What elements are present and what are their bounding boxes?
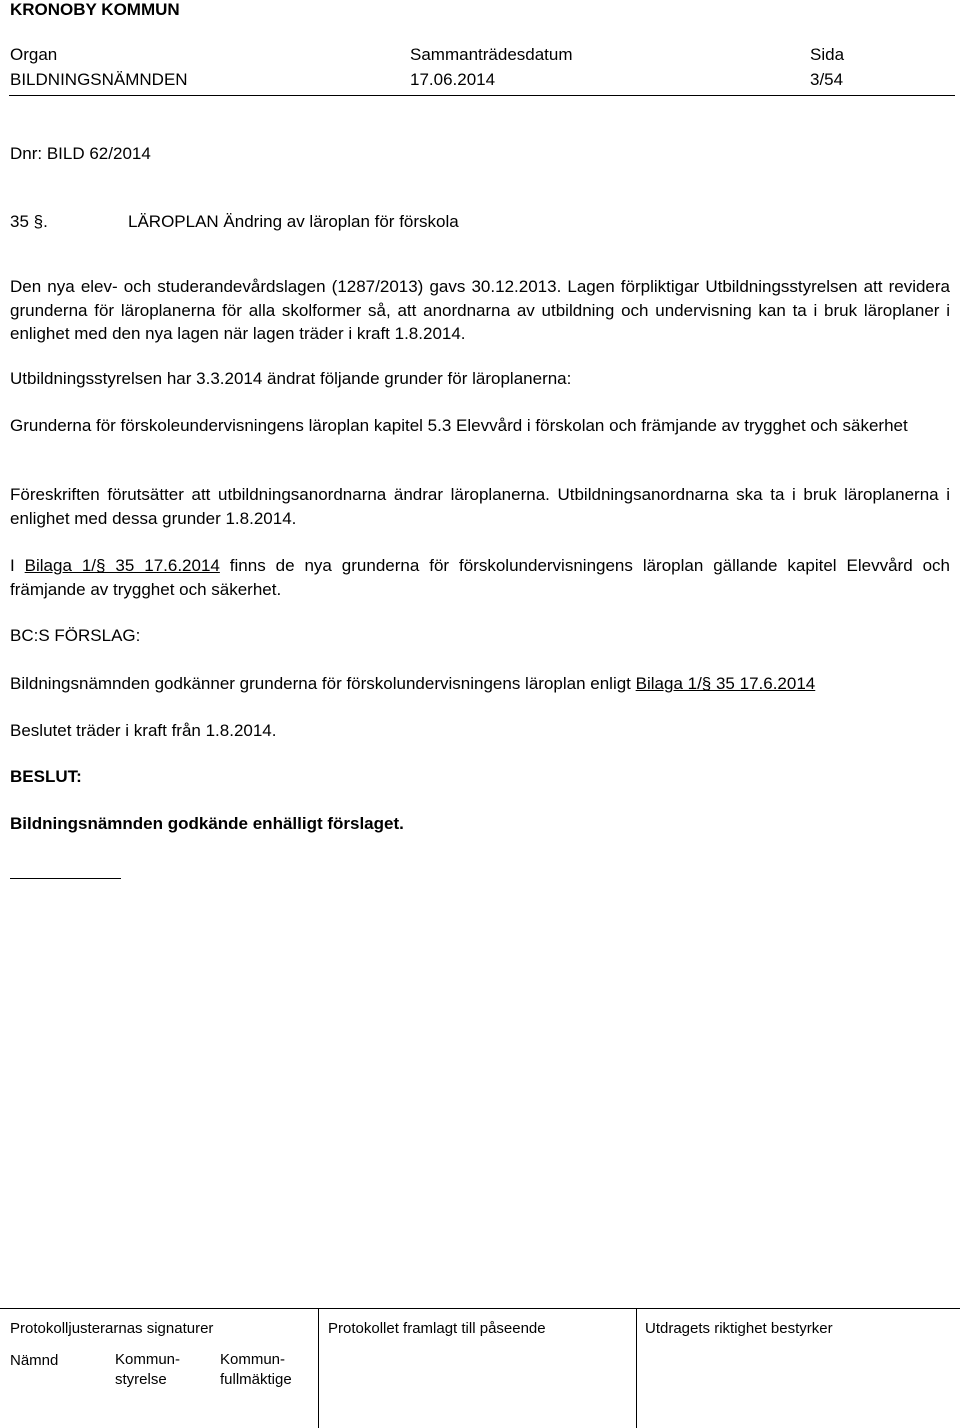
proposal-heading: BC:S FÖRSLAG:: [10, 626, 141, 645]
section-number: 35 §.: [10, 212, 48, 231]
attachment-prefix: I: [10, 556, 25, 575]
footer-certified-title: Utdragets riktighet bestyrker: [645, 1320, 833, 1337]
paragraph-background: Den nya elev- och studerandevårdslagen (1287/2013) gavs 30.12.2013. Lagen förpliktigar Utbildningsstyrelsen att revidera grunderna för läroplanerna för alla skolformer så, att anordnarna av utbildning och undervisning kan ta i bruk läroplaner i enlighet med den nya lagen när lagen träder i kraft 1.8.2014.: [10, 277, 950, 343]
decision-text: Bildningsnämnden godkände enhälligt förslaget.: [10, 814, 404, 833]
footer-column-divider: [318, 1308, 319, 1428]
meeting-date-value: 17.06.2014: [410, 70, 496, 89]
footer-posted-title: Protokollet framlagt till påseende: [328, 1320, 546, 1337]
proposal-text: [10, 672, 950, 696]
attachment-link[interactable]: Bilaga 1/§ 35 17.6.2014: [24, 556, 220, 575]
paragraph-changes-intro: Utbildningsstyrelsen har 3.3.2014 ändrat följande grunder för läroplanerna:: [10, 369, 572, 388]
organ-label: Organ: [10, 45, 58, 64]
paragraph-attachment: [10, 554, 950, 601]
paragraph-chapter: Grunderna för förskoleundervisningens läroplan kapitel 5.3 Elevvård i förskolan och främjande av trygghet och säkerhet: [10, 416, 908, 435]
proposal-body: Bildningsnämnden godkänner grunderna för förskolundervisningens läroplan enligt: [10, 674, 636, 693]
attachment-text: finns de nya grunderna för förskolundervisningens läroplan gällande kapitel Elevvård och främjande av trygghet och säkerhet.: [10, 556, 950, 599]
decision-heading: BESLUT:: [10, 767, 82, 786]
footer-divider: [0, 1308, 960, 1309]
footer-signature-council: Kommun-fullmäktige: [220, 1351, 292, 1388]
proposal-effective-date: Beslutet träder i kraft från 1.8.2014.: [10, 721, 277, 740]
footer-column-divider: [636, 1308, 637, 1428]
paragraph-regulation: Föreskriften förutsätter att utbildningsanordnarna ändrar läroplanerna. Utbildningsanordnarna ska ta i bruk läroplanerna i enlighet med dessa grunder 1.8.2014.: [10, 485, 950, 528]
organization-name: KRONOBY KOMMUN: [10, 0, 180, 19]
proposal-attachment-link[interactable]: Bilaga 1/§ 35 17.6.2014: [635, 674, 816, 693]
end-rule: [10, 878, 121, 879]
footer-signature-municipal-board: Kommun-styrelse: [115, 1351, 181, 1388]
section-title: LÄROPLAN Ändring av läroplan för förskola: [128, 212, 459, 231]
organ-value: BILDNINGSNÄMNDEN: [10, 70, 188, 89]
page-label: Sida: [810, 45, 845, 64]
footer-signature-board: Nämnd: [10, 1352, 59, 1369]
page-number: 3/54: [810, 70, 844, 89]
diary-number: Dnr: BILD 62/2014: [10, 144, 151, 163]
header-divider: [9, 95, 955, 96]
footer-signatures-title: Protokolljusterarnas signaturer: [10, 1320, 214, 1337]
meeting-date-label: Sammanträdesdatum: [410, 45, 573, 64]
